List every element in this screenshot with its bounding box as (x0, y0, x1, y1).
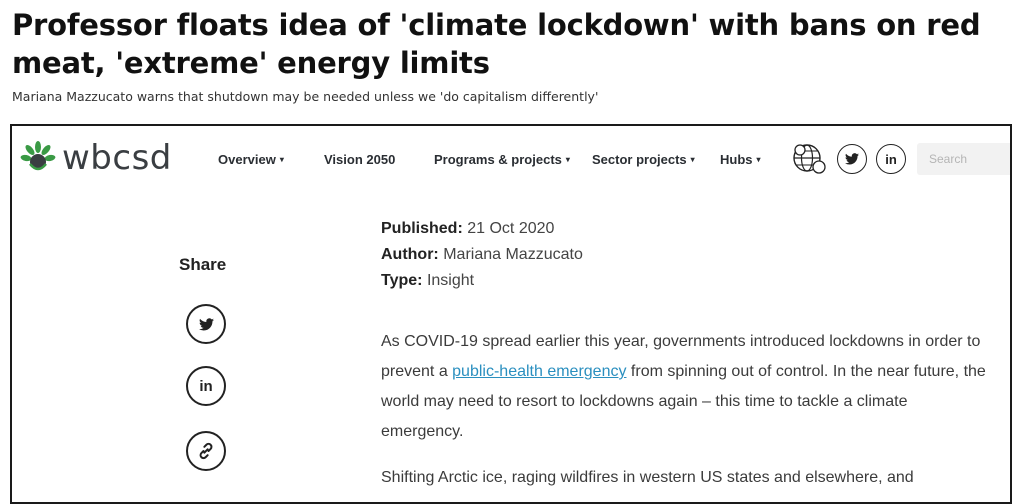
nav-sector-projects[interactable] (592, 152, 695, 167)
public-health-emergency-link[interactable]: public-health emergency (452, 363, 627, 380)
linkedin-icon[interactable]: in (876, 144, 906, 174)
nav-label: Vision 2050 (324, 152, 396, 167)
logo-text: wbcsd (62, 138, 172, 178)
site-header (12, 126, 1010, 194)
body-paragraph-1 (381, 327, 991, 447)
paragraph-text: As COVID-19 spread earlier this year, governments introduced lockdowns in order to prevent a (381, 333, 981, 380)
author-row (381, 246, 583, 264)
embedded-webpage-screenshot (10, 124, 1012, 504)
share-label: Share (179, 255, 227, 274)
published-row (381, 220, 554, 238)
chevron-down-icon: ▾ (279, 155, 284, 164)
nav-label: Overview (218, 152, 276, 167)
article-subheadline: Mariana Mazzucato warns that shutdown may be needed unless we 'do capitalism differently' (12, 89, 599, 104)
paragraph-text: from spinning out of control. In the near future, the world may need to resort to lockdowns again – this time to tackle a climate emergency. (381, 363, 986, 440)
twitter-icon[interactable] (837, 144, 867, 174)
nav-label: Sector projects (592, 152, 687, 167)
published-label: Published: (381, 220, 463, 237)
nav-label: Hubs (720, 152, 753, 167)
body-paragraph-2: Shifting Arctic ice, raging wildfires in western US states and elsewhere, and (381, 469, 914, 486)
article-headline: Professor floats idea of 'climate lockdown' with bans on red meat, 'extreme' energy limits (12, 8, 981, 80)
language-icon[interactable] (791, 142, 829, 181)
nav-hubs[interactable] (720, 152, 761, 167)
author-label: Author: (381, 246, 439, 263)
link-icon[interactable] (186, 431, 226, 471)
site-logo[interactable] (20, 140, 172, 176)
nav-label: Programs & projects (434, 152, 562, 167)
twitter-icon[interactable] (186, 304, 226, 344)
nav-vision-2050[interactable] (324, 152, 395, 167)
chevron-down-icon: ▾ (690, 155, 695, 164)
type-label: Type: (381, 272, 423, 289)
chevron-down-icon: ▾ (756, 155, 761, 164)
type-value: Insight (426, 272, 475, 289)
author-value: Mariana Mazzucato (443, 246, 583, 263)
search-input[interactable] (917, 143, 1012, 175)
nav-overview[interactable] (218, 152, 284, 167)
linkedin-icon[interactable]: in (186, 366, 226, 406)
type-row (381, 272, 474, 290)
wbcsd-leaf-icon (20, 140, 56, 176)
nav-programs-projects[interactable] (434, 152, 570, 167)
chevron-down-icon: ▾ (565, 155, 570, 164)
published-value: 21 Oct 2020 (467, 220, 555, 237)
